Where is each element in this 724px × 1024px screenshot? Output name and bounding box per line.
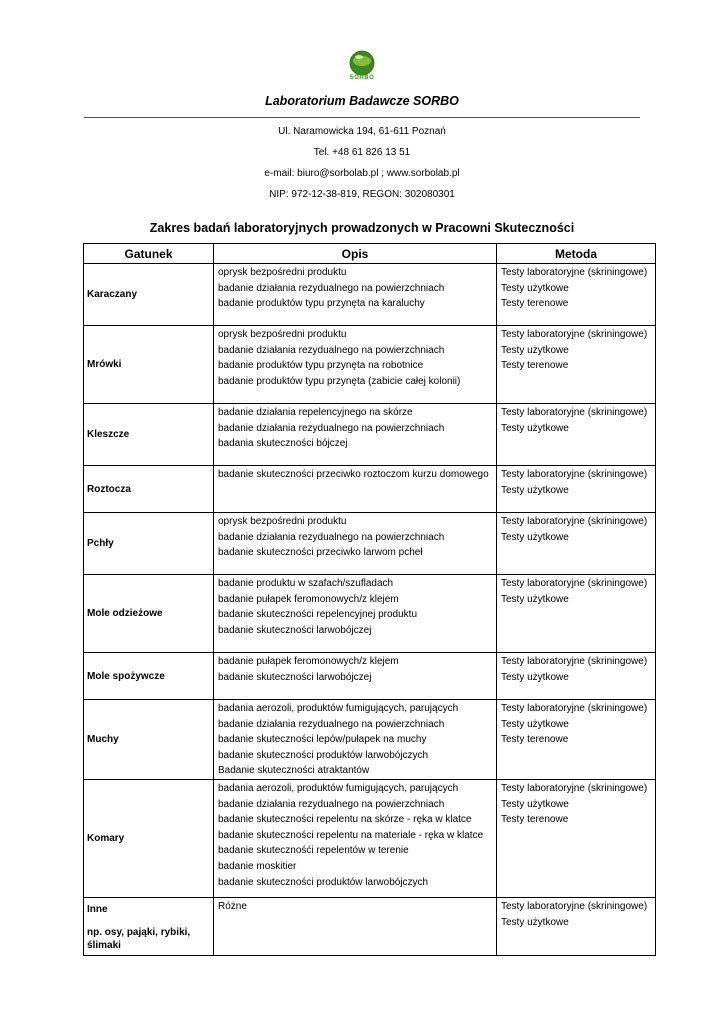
table-row [84,264,656,326]
species-name: Komary [87,833,125,845]
species-examples: np. osy, pająki, rybiki, ślimaki [87,926,191,951]
cell-metoda [497,404,656,466]
cell-metoda [497,575,656,653]
table-header-row [84,244,656,264]
metoda-line: Testy użytkowe [501,422,569,434]
opis-line: badanie skuteczności repelencyjnej produktu [218,609,418,621]
column-header-metoda: Metoda [497,244,656,264]
metoda-line: Testy laboratoryjne (skriningowe) [501,578,648,589]
opis-line: badanie działania rezydualnego na powierzchniach [218,718,445,730]
opis-line: oprysk bezpośredni produktu [218,267,347,278]
metoda-line: Testy laboratoryjne (skriningowe) [501,516,648,527]
cell-metoda [497,700,656,780]
metoda-line: Testy użytkowe [501,282,569,294]
opis-line: badanie działania repelencyjnego na skórze [218,407,413,418]
opis-line: badanie skuteczności przeciwko larwom pcheł [218,547,423,559]
lab-name: Laboratorium Badawcze SORBO [265,94,459,108]
metoda-line: Testy użytkowe [501,344,569,356]
opis-line: badanie moskitier [218,860,297,872]
metoda-line: Testy terenowe [501,298,569,310]
cell-gatunek [84,264,214,326]
column-header-gatunek: Gatunek [84,244,214,264]
address: Ul. Naramowicka 194, 61-611 Poznań [278,126,446,137]
email-www: e-mail: biuro@sorbolab.pl ; www.sorbolab.pl [264,168,460,179]
opis-line: badanie skutecznośći repelentów w terenie [218,845,409,857]
cell-gatunek [84,513,214,575]
opis-line: badanie skuteczności repelentu na materiale - ręka w klatce [218,829,484,841]
cell-opis [214,404,497,466]
table-row [84,653,656,700]
metoda-line: Testy użytkowe [501,718,569,730]
cell-opis [214,653,497,700]
metoda-line: Testy laboratoryjne (skriningowe) [501,782,648,794]
table-row [84,326,656,404]
header-divider [84,117,640,118]
cell-gatunek [84,779,214,897]
opis-line: badania aerozoli, produktów fumigujących, parujących [218,782,459,794]
metoda-line: Testy laboratoryjne (skriningowe) [501,656,648,667]
metoda-line: Testy użytkowe [501,484,569,496]
opis-line: badanie produktów typu przynęta na karaluchy [218,298,425,310]
cell-metoda [497,513,656,575]
table-row [84,575,656,653]
metoda-line: Testy laboratoryjne (skriningowe) [501,329,648,340]
table-row [84,897,656,955]
opis-line: oprysk bezpośredni produktu [218,516,347,527]
cell-opis [214,264,497,326]
species-name: Karaczany [87,289,138,301]
opis-line: Różne [218,900,247,912]
metoda-line: Testy użytkowe [501,798,569,810]
opis-line: badanie działania rezydualnego na powierzchniach [218,422,445,434]
opis-line: badanie skuteczności lepów/pułapek na muchy [218,734,427,746]
column-header-opis: Opis [214,244,497,264]
opis-line: badanie skuteczności produktów larwobójczych [218,876,429,888]
metoda-line: Testy terenowe [501,734,569,746]
metoda-line: Testy użytkowe [501,593,569,605]
phone: Tel. +48 61 826 13 51 [313,147,411,158]
species-name: Mole odzieżowe [87,608,163,620]
cell-opis [214,466,497,513]
species-name: Roztocza [87,483,131,495]
metoda-line: Testy laboratoryjne (skriningowe) [501,267,648,278]
metoda-line: Testy terenowe [501,814,569,826]
cell-gatunek [84,404,214,466]
opis-line: badania skuteczności bójczej [218,438,348,450]
cell-opis [214,326,497,404]
opis-line: badanie pułapek feromonowych/z klejem [218,656,399,667]
metoda-line: Testy laboratoryjne (skriningowe) [501,900,648,912]
metoda-line: Testy terenowe [501,360,569,372]
opis-line: badanie skuteczności larwobójczej [218,671,372,683]
cell-metoda [497,326,656,404]
table-row [84,513,656,575]
cell-opis [214,700,497,780]
opis-line: badanie skuteczności larwobójczej [218,624,372,636]
cell-metoda [497,466,656,513]
opis-line: badanie działania rezydualnego na powierzchniach [218,531,445,543]
opis-line: badanie działania rezydualnego na powierzchniach [218,282,445,294]
cell-gatunek [84,653,214,700]
opis-line: badanie działania rezydualnego na powierzchniach [218,344,445,356]
metoda-line: Testy użytkowe [501,671,569,683]
opis-line: badanie skuteczności przeciwko roztoczom kurzu domowego [218,469,489,480]
cell-opis [214,575,497,653]
species-name: Mrówki [87,359,122,371]
cell-metoda [497,897,656,955]
metoda-line: Testy laboratoryjne (skriningowe) [501,407,648,418]
species-name: Inne [87,904,108,916]
cell-gatunek [84,575,214,653]
cell-gatunek [84,466,214,513]
metoda-line: Testy laboratoryjne (skriningowe) [501,703,648,714]
opis-line: badanie skuteczności produktów larwobójczych [218,749,429,761]
cell-opis [214,897,497,955]
table-row [84,700,656,780]
cell-gatunek [84,700,214,780]
company-ids: NIP: 972-12-38-819, REGON: 302080301 [269,189,455,200]
species-name: Mole spożywcze [87,670,165,682]
opis-line: badanie produktów typu przynęta na robotnice [218,360,424,372]
opis-line: badanie produktów typu przynęta (zabicie całej kolonii) [218,375,461,387]
table-row [84,466,656,513]
opis-line: badanie produktu w szafach/szufladach [218,578,394,589]
cell-metoda [497,653,656,700]
cell-gatunek [84,897,214,955]
opis-line: badania aerozoli, produktów fumigujących, parujących [218,703,459,714]
table-row [84,404,656,466]
opis-line: badanie działania rezydualnego na powierzchniach [218,798,445,810]
opis-line: badanie pułapek feromonowych/z klejem [218,593,399,605]
document-title: Zakres badań laboratoryjnych prowadzonych w Pracowni Skuteczności [149,221,575,235]
metoda-line: Testy laboratoryjne (skriningowe) [501,469,648,480]
metoda-line: Testy użytkowe [501,531,569,543]
scope-table [83,243,656,956]
logo-text: SORBO [349,75,375,81]
cell-metoda [497,779,656,897]
species-name: Kleszcze [87,429,130,441]
cell-opis [214,779,497,897]
opis-line: badanie skuteczności repelentu na skórze - ręka w klatce [218,814,472,826]
opis-line: Badanie skuteczności atraktantów [218,765,370,777]
metoda-line: Testy użytkowe [501,916,569,928]
opis-line: oprysk bezpośredni produktu [218,329,347,340]
species-name: Muchy [87,734,119,746]
table-row [84,779,656,897]
species-name: Pchły [87,538,114,550]
cell-gatunek [84,326,214,404]
cell-opis [214,513,497,575]
cell-metoda [497,264,656,326]
